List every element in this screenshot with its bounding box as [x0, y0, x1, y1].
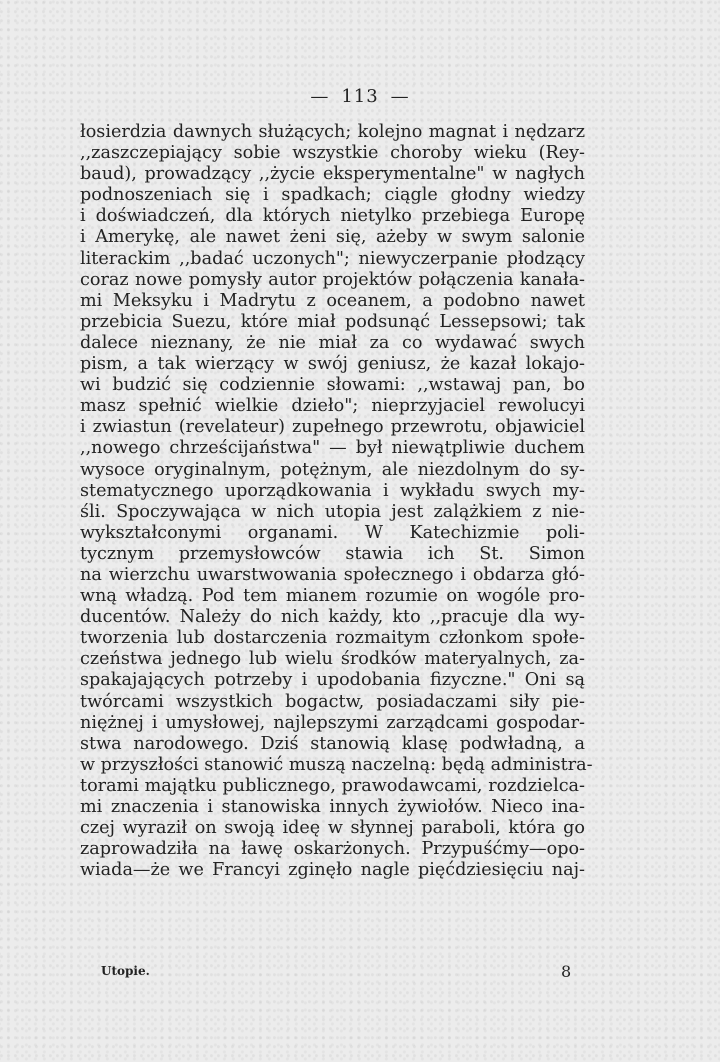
text-line: stwa narodowego. Dziś stanowią klasę podwładną, a [80, 733, 585, 754]
sheet-number: 8 [561, 962, 572, 981]
text-line: baud), prowadzący ,,życie eksperymentalne" w nagłych [80, 164, 585, 185]
text-line: na wierzchu uwarstwowania społecznego i obdarza głó- [80, 564, 585, 585]
body-text [80, 122, 593, 881]
text-line: dalece nieznany, że nie miał za co wydawać swych [80, 332, 585, 353]
text-line: i Amerykę, ale nawet żeni się, ażeby w swym salonie [80, 227, 585, 248]
text-line: coraz nowe pomysły autor projektów połączenia kanała- [80, 269, 585, 290]
text-line: i zwiastun (revelateur) zupełnego przewrotu, objawiciel [80, 417, 585, 438]
text-line: spakajających potrzeby i upodobania fizyczne." Oni są [80, 670, 585, 691]
page-number: 113 [341, 86, 379, 107]
text-line: ducentów. Należy do nich każdy, kto ,,pracuje dla wy- [80, 607, 585, 628]
text-line: masz spełnić wielkie dzieło"; nieprzyjaciel rewolucyi [80, 396, 585, 417]
text-line: mi znaczenia i stanowiska innych żywiołów. Nieco ina- [80, 797, 585, 817]
text-line: przebicia Suezu, które miał podsunąć Lessepsowi; tak [80, 311, 585, 332]
text-line: literackim ,,badać uczonych"; niewyczerpanie płodzący [80, 248, 585, 269]
text-line: wną władzą. Pod tem mianem rozumie on wogóle pro- [80, 586, 585, 607]
text-line: czej wyraził on swoją ideę w słynnej paraboli, która go [80, 818, 585, 839]
text-line: wysoce oryginalnym, potężnym, ale niezdolnym do sy- [80, 459, 585, 480]
text-line: ,,zaszczepiający sobie wszystkie choroby wieku (Rey- [80, 143, 585, 164]
text-line: ,,nowego chrześcijaństwa" — był niewątpliwie duchem [80, 438, 585, 459]
text-line: torami majątku publicznego, prawodawcami, rozdzielca- [80, 775, 585, 796]
text-line: tycznym przemysłowców stawia ich St. Simon [80, 543, 585, 564]
text-line: zaprowadziła na ławę oskarżonych. Przypuśćmy—opo- [80, 839, 585, 860]
text-line: śli. Spoczywająca w nich utopia jest zalążkiem z nie- [80, 501, 585, 522]
text-line: tworzenia lub dostarczenia rozmaitym członkom społe- [80, 628, 585, 649]
text-line: twórcami wszystkich bogactw, posiadaczami siły pie- [80, 691, 585, 712]
text-line: czeństwa jednego lub wielu środków materyalnych, za- [80, 649, 585, 670]
text-line: łosierdzia dawnych służących; kolejno magnat i nędzarz [80, 122, 585, 142]
text-line: w przyszłości stanowić muszą naczelną: będą administra- [80, 754, 593, 775]
text-line: podnoszeniach się i spadkach; ciągle głodny wiedzy [80, 185, 585, 206]
signature-mark: Utopie. [101, 964, 150, 978]
page-header [0, 86, 720, 107]
text-line: niężnej i umysłowej, najlepszymi zarządcami gospodar- [80, 712, 585, 733]
text-line: wykształconymi organami. W Katechizmie poli- [80, 522, 585, 543]
text-line: wi budzić się codziennie słowami: ,,wstawaj pan, bo [80, 375, 585, 396]
header-dash-left: — [310, 86, 330, 107]
text-line: wiada—że we Francyi zginęło nagle pięćdziesięciu naj- [80, 860, 585, 881]
text-line: pism, a tak wierzący w swój geniusz, że kazał lokajo- [80, 354, 585, 375]
text-line: mi Meksyku i Madrytu z oceanem, a podobno nawet [80, 290, 585, 311]
text-line: i doświadczeń, dla których nietylko przebiega Europę [80, 206, 585, 227]
text-line: stematycznego uporządkowania i wykładu swych my- [80, 480, 585, 501]
header-dash-right: — [390, 86, 410, 107]
